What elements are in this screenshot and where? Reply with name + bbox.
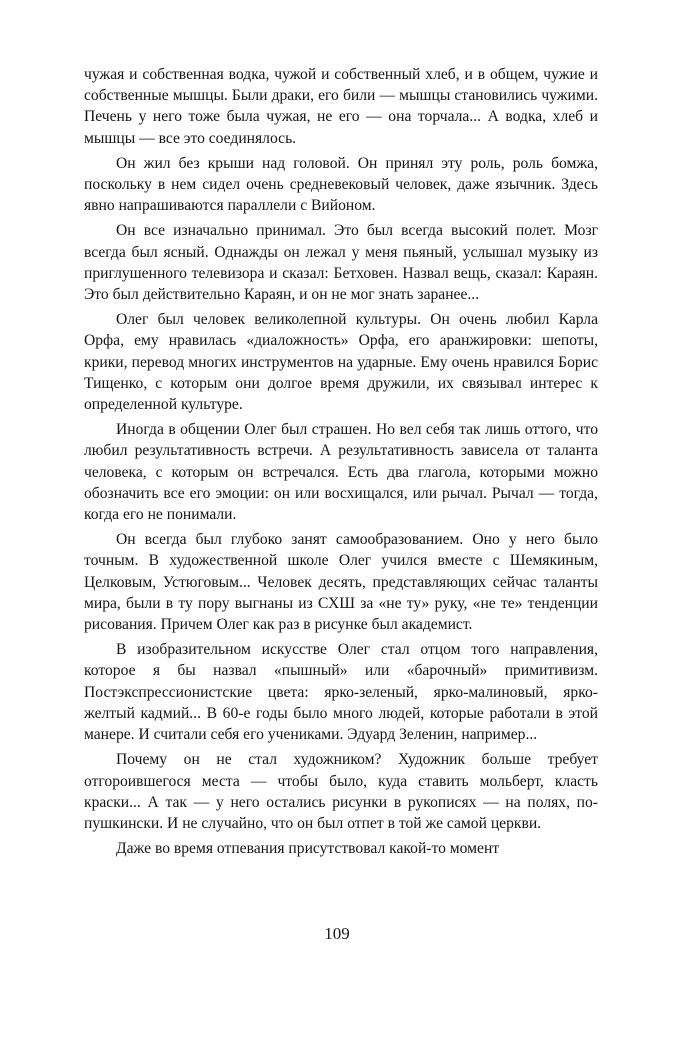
paragraph-9: Даже во время отпевания присутствовал какой-то момент (116, 840, 500, 858)
page-number: 109 (324, 924, 350, 943)
paragraph-6: Он всегда был глубоко занят самообразованием. Оно у него было точным. В художественной школе Олег учился вместе с Шемякиным, Целковым, Устюговым... Человек десять, представляющих сейчас таланты мира, были в ту пору выгнаны из СХШ за «не ту» руку, «не те» тенденции рисования. Причем Олег как раз в рисунке был академист. (84, 531, 598, 634)
paragraph-5: Иногда в общении Олег был страшен. Но вел себя так лишь оттого, что любил результативность встречи. А результативность зависела от таланта человека, с которым он встречался. Есть два глагола, которыми можно обозначить все его эмоции: он или восхищался, или рычал. Рычал — тогда, когда его не понимали. (84, 421, 598, 524)
paragraph-2: Он жил без крыши над головой. Он принял эту роль, роль бомжа, поскольку в нем сидел очень средневековый человек, даже язычник. Здесь явно напрашиваются параллели с Вийоном. (84, 154, 598, 215)
paragraph-1: чужая и собственная водка, чужой и собственный хлеб, и в общем, чужие и собственные мышцы. Были драки, его били — мышцы становились чужими. Печень у него тоже была чужая, не его — она торчала... А водка, хлеб и мышцы — все это соединялось. (84, 66, 598, 147)
paragraph-7: В изобразительном искусстве Олег стал отцом того направления, которое я бы назвал «пышный» или «барочный» примитивизм. Постэкспрессионистские цвета: ярко-зеленый, ярко-малиновый, ярко-желтый кадмий... В 60-е годы было много людей, которые работали в этой манере. И считали себя его учениками. Эдуард Зеленин, например... (84, 641, 598, 744)
paragraph-3: Он все изначально принимал. Это был всегда высокий полет. Мозг всегда был ясный. Однажды он лежал у меня пьяный, услышал музыку из приглушенного телевизора и сказал: Бетховен. Назвал вещь, сказал: Караян. Это был действительно Караян, и он не мог знать заранее... (84, 222, 598, 304)
book-page-text (84, 64, 598, 863)
paragraph-8: Почему он не стал художником? Художник больше требует отгороившегося места — чтобы было, куда ставить мольберт, класть краски... А так — у него остались рисунки в рукописях — на полях, по-пушкински. И не случайно, что он был отпет в той же самой церкви. (84, 751, 598, 832)
paragraph-4: Олег был человек великолепной культуры. Он очень любил Карла Орфа, ему нравилась «диаложность» Орфа, его аранжировки: шепоты, крики, перевод многих инструментов на ударные. Ему очень нравился Борис Тищенко, с которым они долгое время дружили, их связывал интерес к определенной культуре. (84, 311, 598, 414)
